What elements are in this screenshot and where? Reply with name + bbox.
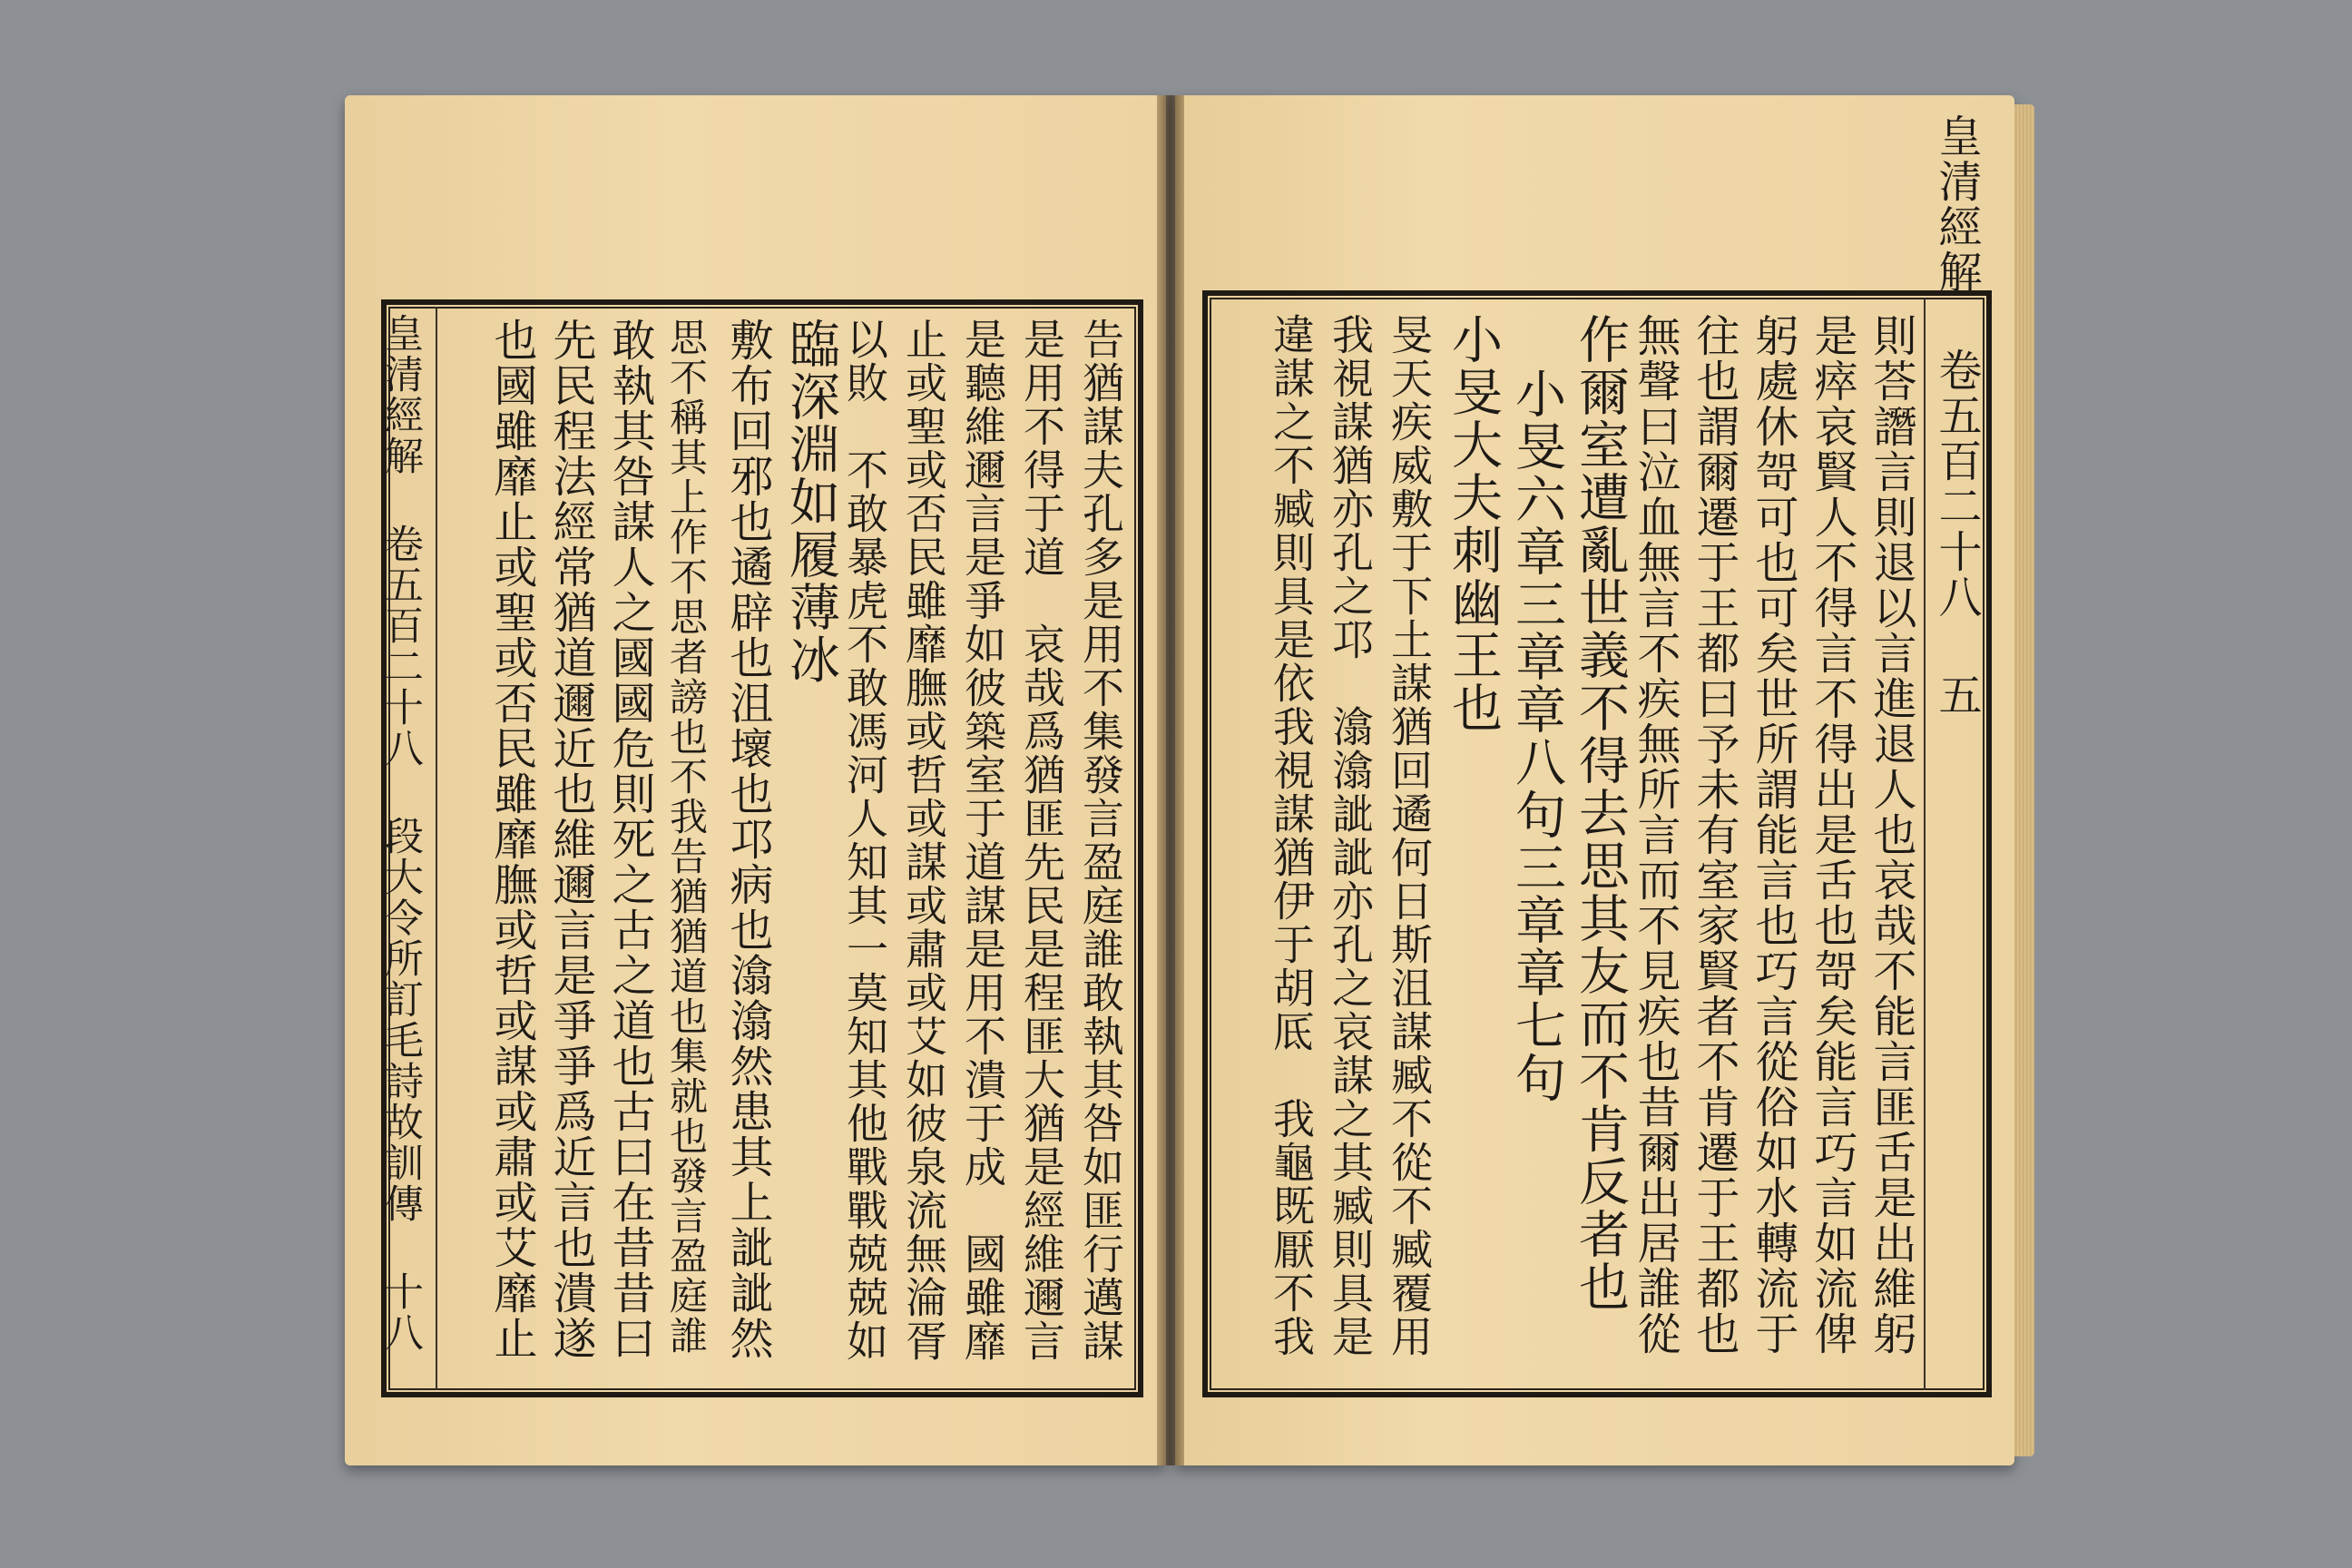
- right-col-7: 小旻六章三章章八句三章章七句: [1507, 368, 1566, 1104]
- left-col-9: 敢執其咎謀人之國國危則死之古之道也古曰在昔昔曰: [604, 318, 655, 1361]
- left-col-4: 止或聖或否民雖靡膴或哲或謀或肅或艾如彼泉流無淪胥: [899, 318, 948, 1363]
- left-col-6: 臨深淵如履薄冰: [781, 318, 840, 686]
- right-col-8: 小旻大夫刺幽王也: [1444, 313, 1503, 734]
- right-col-11: 違謀之不臧則具是依我視謀猶伊于胡厎 我龜既厭不我: [1267, 313, 1316, 1358]
- open-book: [345, 95, 2024, 1475]
- left-col-10: 先民程法經常猶道邇近也維邇言是爭爭爲近言也潰遂: [545, 318, 596, 1361]
- left-col-1: 告猶謀夫孔多是用不集發言盈庭誰敢執其咎如匪行邁謀: [1076, 318, 1125, 1363]
- left-col-7: 敷布回邪也遹辟也沮壞也邛病也潝潝然患其上訿訿然: [722, 318, 773, 1361]
- right-col-10: 我視謀猶亦孔之邛 潝潝訿訿亦孔之哀謀之其臧則具是: [1326, 313, 1375, 1358]
- right-col-6: 作爾室遭亂世義不得去思其友而不肯反者也: [1571, 313, 1630, 1313]
- page-edges: [2014, 104, 2034, 1456]
- center-column-rule: [436, 307, 437, 1390]
- right-center-rule: [1924, 298, 1926, 1390]
- right-col-1: 則荅譖言則退以言進退人也哀哉不能言匪舌是出維躬: [1866, 313, 1916, 1357]
- left-col-2: 是用不得于道 哀哉爲猶匪先民是程匪大猶是經維邇言: [1017, 318, 1066, 1363]
- right-center-column: 皇清經解 卷五百二十八 五: [1931, 113, 1982, 718]
- right-col-4: 往也謂爾遷于王都曰予未有室家賢者不肯遷于王都也: [1689, 313, 1740, 1357]
- left-col-3: 是聽維邇言是爭如彼築室于道謀是用不潰于成 國雖靡: [958, 318, 1007, 1363]
- left-col-5: 以敗 不敢暴虎不敢馮河人知其一莫知其他戰戰兢兢如: [840, 318, 889, 1363]
- right-col-9: 旻天疾威敷于下土謀猶回遹何日斯沮謀臧不從不臧覆用: [1385, 313, 1434, 1358]
- right-col-3: 躬處休哿可也可矣世所謂能言也巧言從俗如水轉流于: [1748, 313, 1798, 1357]
- left-center-column: 皇清經解 卷五百二十八 段大令所訂毛詩故訓傳 十八: [378, 313, 424, 1353]
- book-gutter: [1157, 95, 1184, 1465]
- left-col-11: 也國雖靡止或聖或否民雖靡膴或哲或謀或肅或艾靡止: [486, 318, 537, 1361]
- right-col-5: 無聲曰泣血無言不疾無所言而不見疾也昔爾出居誰從: [1630, 313, 1681, 1357]
- right-col-2: 是瘁哀賢人不得言不得出是舌也哿矣能言巧言如流俾: [1807, 313, 1857, 1357]
- left-col-8: 思不稱其上作不思者謗也不我告猶猶道也集就也發言盈庭誰: [664, 318, 709, 1356]
